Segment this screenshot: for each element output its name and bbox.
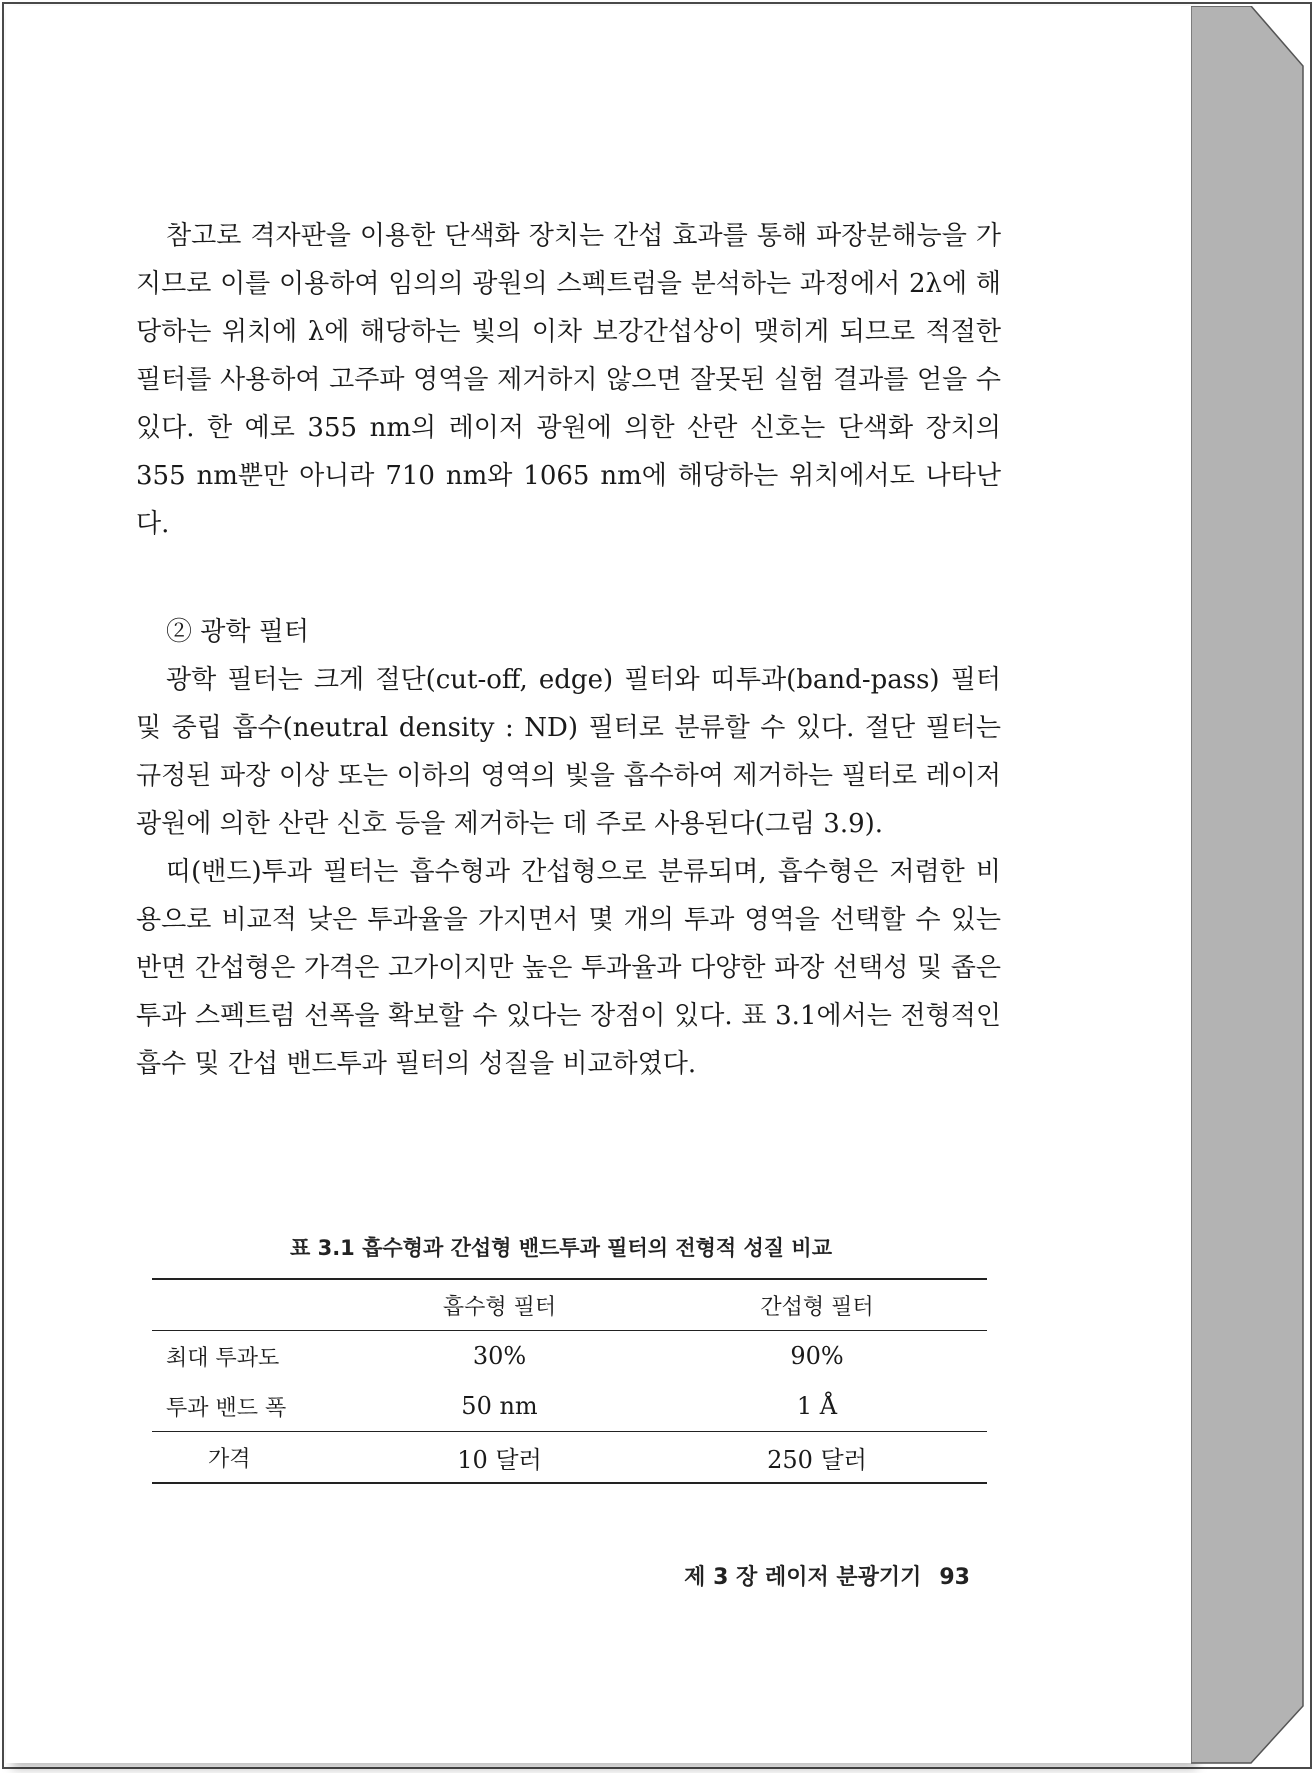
table-caption: 표 3.1 흡수형과 간섭형 밴드투과 필터의 전형적 성질 비교 [290,1236,832,1260]
table-row-label: 투과 밴드 폭 [166,1395,287,1421]
table-header-cell: 흡수형 필터 [352,1279,647,1331]
paragraph-filter-types: 광학 필터는 크게 절단(cut-off, edge) 필터와 띠투과(band-pass) 필터 및 중립 흡수(neutral density : ND) 필터로 분류할 수 있다. 절단 필터는 규정된 파장 이상 또는 이하의 영역의 빛을 흡수하여 제거하는 필터로 레이저 광원에 의한 산란 신호 등을 제거하는 데 주로 사용된다(그림 3.9). [136,665,1001,839]
table-cell: 90% [790,1342,844,1370]
table-cell: 30% [472,1342,527,1370]
page-body [136,212,1001,1088]
paragraph-grating-note: 참고로 격자판을 이용한 단색화 장치는 간섭 효과를 통해 파장분해능을 가지므로 이를 이용하여 임의의 광원의 스펙트럼을 분석하는 과정에서 2λ에 해당하는 위치에 λ에 해당하는 빛의 이차 보강간섭상이 맺히게 되므로 적절한 필터를 사용하여 고주파 영역을 제거하지 않으면 잘못된 실험 결과를 얻을 수 있다. 한 예로 355 nm의 레이저 광원에 의한 산란 신호는 단색화 장치의 355 nm뿐만 아니라 710 nm와 1065 nm에 해당하는 위치에서도 나타난다. [136,221,1001,539]
table-cell: 250 달러 [647,1432,987,1484]
table-row [152,1432,987,1484]
table-header-row [152,1279,987,1331]
section-title-optical-filter: ② 광학 필터 [166,617,309,647]
paragraph-bandpass-filters: 띠(밴드)투과 필터는 흡수형과 간섭형으로 분류되며, 흡수형은 저렴한 비용으로 비교적 낮은 투과율을 가지면서 몇 개의 투과 영역을 선택할 수 있는 반면 간섭형은 가격은 고가이지만 높은 투과율과 다양한 파장 선택성 및 좁은 투과 스펙트럼 선폭을 확보할 수 있다는 장점이 있다. 표 3.1에서는 전형적인 흡수 및 간섭 밴드투과 필터의 성질을 비교하였다. [136,857,1001,1079]
page-number: 93 [939,1565,970,1590]
filter-comparison-table [152,1278,987,1484]
page-footer [660,1560,970,1591]
table-header-cell: 간섭형 필터 [647,1279,987,1331]
table-cell: 50 nm [461,1392,538,1420]
table-row [152,1331,987,1382]
table-row-label: 가격 [152,1432,352,1484]
table-cell: 10 달러 [352,1432,647,1484]
table-cell: 1 Å [796,1392,838,1420]
table-row [152,1381,987,1432]
table-row-label: 최대 투과도 [166,1345,280,1371]
chapter-title: 제 3 장 레이저 분광기기 [684,1565,922,1590]
table-header-cell [152,1279,352,1331]
